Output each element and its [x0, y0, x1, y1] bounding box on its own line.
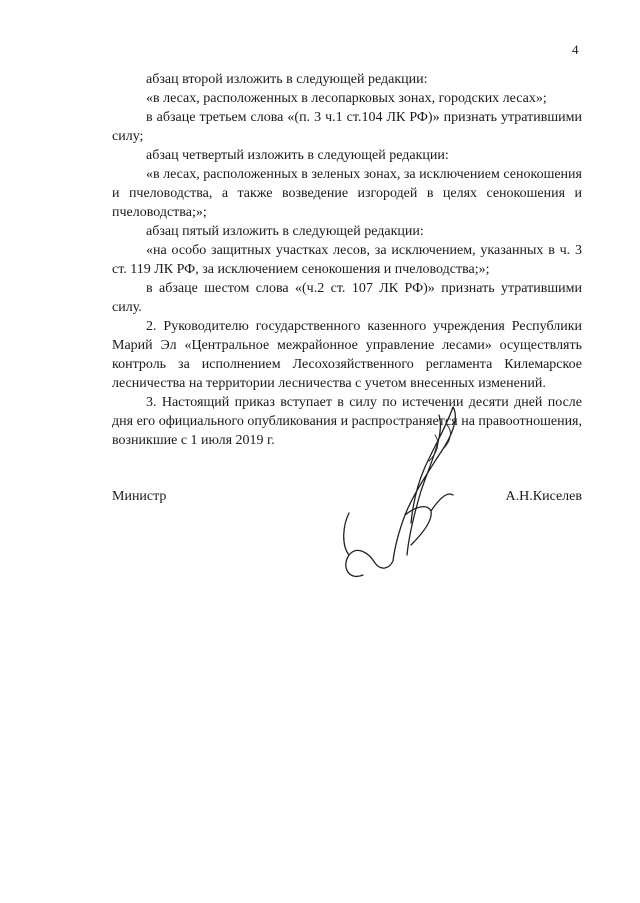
paragraph: «в лесах, расположенных в зеленых зонах, за исключением сенокошения и пчеловодства, а также возведение изгородей в целях сенокошения и пчеловодства;»;	[112, 167, 582, 220]
paragraph: абзац пятый изложить в следующей редакции:	[146, 224, 424, 239]
signatory-name: А.Н.Киселев	[505, 489, 582, 504]
page-number: 4	[572, 42, 579, 57]
handwritten-signature	[335, 395, 485, 585]
paragraph: «на особо защитных участках лесов, за исключением, указанных в ч. 3 ст. 119 ЛК РФ, за исключением сенокошения и пчеловодства;»;	[112, 243, 582, 277]
signatory-title: Министр	[112, 489, 167, 504]
numbered-paragraph: 3. Настоящий приказ вступает в силу по истечении десяти дней после дня его официального опубликования и распространяется на правоотношения, возникшие с 1 июля 2019 г.	[112, 395, 582, 448]
document-body	[112, 70, 582, 450]
paragraph: абзац четвертый изложить в следующей редакции:	[146, 148, 449, 163]
paragraph: в абзаце шестом слова «(ч.2 ст. 107 ЛК РФ)» признать утратившими силу.	[112, 281, 582, 315]
numbered-paragraph: 2. Руководителю государственного казенного учреждения Республики Марий Эл «Центральное межрайонное управление лесами» осуществлять контроль за исполнением Лесохозяйственного регламента Килемарское лесничества на территории лесничества с учетом внесенных изменений.	[112, 319, 582, 391]
paragraph: «в лесах, расположенных в лесопарковых зонах, городских лесах»;	[146, 91, 547, 106]
paragraph: в абзаце третьем слова «(п. 3 ч.1 ст.104 ЛК РФ)» признать утратившими силу;	[112, 110, 582, 144]
paragraph: абзац второй изложить в следующей редакции:	[146, 72, 428, 87]
